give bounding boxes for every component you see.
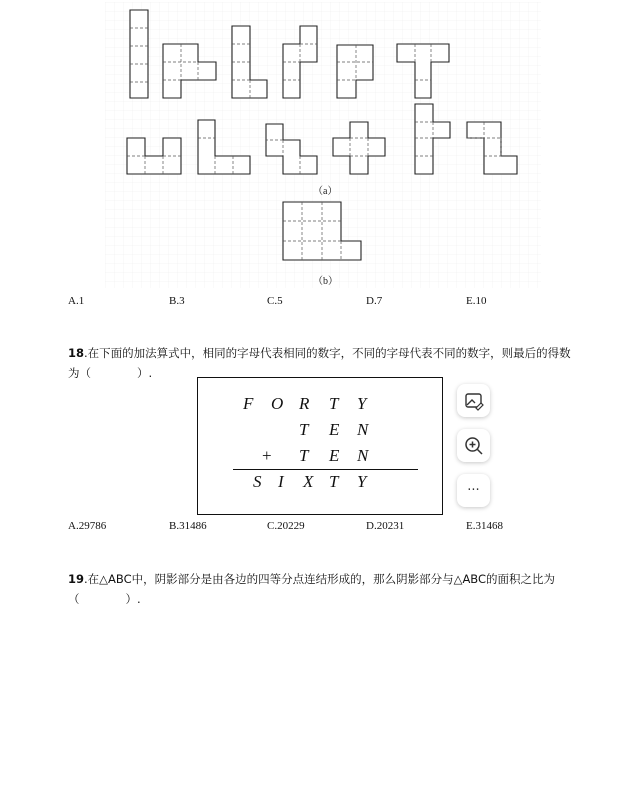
q17-option-b: B.3 [169, 295, 185, 307]
row1-letter-4: T [329, 394, 339, 413]
more-icon: ··· [467, 483, 480, 498]
addition-puzzle-box[interactable] [197, 377, 443, 515]
q19-text-line1: .在△ABC中，阴影部分是由各边的四等分点连结形成的，那么阴影部分与△ABC的面积之比为 [84, 572, 556, 586]
image-edit-icon [464, 391, 484, 411]
row1-letter-3: R [299, 394, 310, 413]
row3-letter-1: T [299, 446, 309, 465]
q18-text-line2: 为（ ）. [68, 366, 153, 380]
row2-letter-3: N [357, 420, 369, 439]
row1-letter-1: F [243, 394, 254, 413]
row1-letter-5: Y [357, 394, 367, 413]
row2-letter-1: T [299, 420, 309, 439]
q19-text-line2: （ ）. [68, 592, 141, 606]
q17-option-d: D.7 [366, 295, 383, 307]
result-letter-4: T [329, 472, 339, 491]
piece-i [130, 10, 148, 98]
caption-b: （b） [313, 276, 338, 287]
q18-option-b: B.31486 [169, 520, 207, 532]
result-letter-3: X [303, 472, 314, 491]
image-edit-button[interactable] [457, 384, 490, 417]
q19-number: 19 [68, 572, 85, 586]
result-letter-5: Y [357, 472, 367, 491]
row3-letter-2: E [329, 446, 340, 465]
more-button[interactable] [457, 474, 490, 507]
result-letter-1: S [253, 472, 262, 491]
q18-option-d: D.20231 [366, 520, 405, 532]
row3-letter-3: N [357, 446, 369, 465]
result-letter-2: I [278, 472, 284, 491]
row1-letter-2: O [271, 394, 284, 413]
q17-option-e: E.10 [466, 295, 487, 307]
plus-sign: + [262, 446, 272, 465]
pentomino-figure [105, 2, 541, 288]
q18-option-c: C.20229 [267, 520, 305, 532]
q19-text [68, 569, 588, 609]
sum-line [233, 469, 418, 470]
q18-text-line1: .在下面的加法算式中，相同的字母代表相同的数字，不同的字母代表不同的数字，则最后的得数 [84, 346, 571, 360]
zoom-in-button[interactable] [457, 429, 490, 462]
q18-option-e: E.31468 [466, 520, 503, 532]
zoom-in-icon [464, 436, 484, 456]
caption-a: （a） [313, 186, 338, 197]
row2-letter-2: E [329, 420, 340, 439]
q18-option-a: A.29786 [68, 520, 107, 532]
q17-option-c: C.5 [267, 295, 283, 307]
q18-number: 18 [68, 346, 85, 360]
q17-option-a: A.1 [68, 295, 85, 307]
